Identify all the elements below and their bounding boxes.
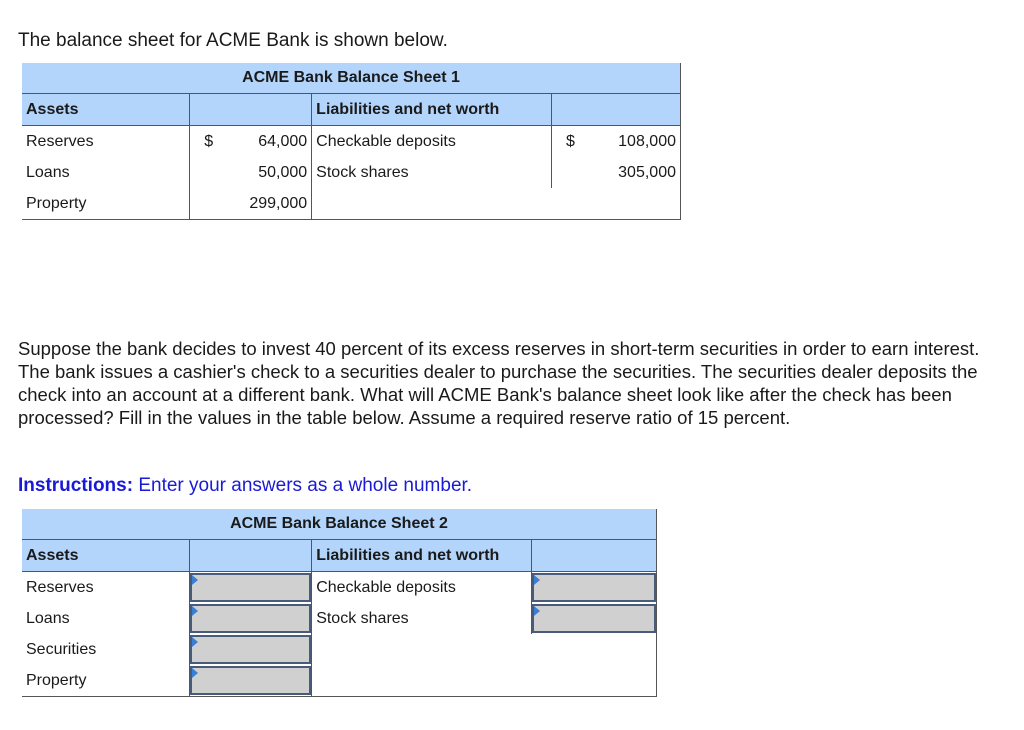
table-row [22, 126, 681, 158]
asset-label: Reserves [26, 132, 94, 150]
asset-label: Reserves [26, 578, 94, 596]
securities-input[interactable] [190, 635, 311, 664]
sheet2-liabilities-header: Liabilities and net worth [312, 540, 532, 572]
asset-label: Property [22, 188, 190, 220]
instructions-label: Instructions: [18, 475, 134, 496]
dollar-sign: $ [190, 126, 226, 158]
sheet2-title: ACME Bank Balance Sheet 2 [22, 509, 657, 540]
liability-value: 305,000 [592, 157, 681, 188]
stock-shares-input[interactable] [532, 604, 656, 633]
sheet1-liabilities-header: Liabilities and net worth [312, 94, 552, 126]
input-marker-icon [192, 575, 198, 585]
table-row [22, 603, 657, 634]
instructions-text: Enter your answers as a whole number. [133, 475, 473, 496]
dollar-sign: $ [566, 132, 575, 150]
table-row [22, 665, 657, 697]
asset-value: 64,000 [226, 126, 312, 158]
table-row [22, 572, 657, 604]
asset-value: 299,000 [226, 188, 312, 220]
asset-label: Property [22, 665, 190, 697]
asset-label: Loans [26, 163, 70, 181]
asset-label: Loans [26, 609, 70, 627]
intro-text: The balance sheet for ACME Bank is shown below. [18, 30, 448, 51]
liability-label: Checkable deposits [312, 126, 552, 158]
sheet1-assets-amount-header [190, 94, 312, 126]
liability-label: Stock shares [316, 609, 409, 627]
balance-sheet-2-table [22, 509, 657, 697]
loans-input[interactable] [190, 604, 311, 633]
asset-value: 50,000 [226, 157, 312, 188]
table-row [22, 157, 681, 188]
sheet1-liabilities-amount-header [552, 94, 681, 126]
input-marker-icon [534, 606, 540, 616]
sheet1-assets-header: Assets [22, 94, 190, 126]
sheet2-assets-amount-header [190, 540, 312, 572]
property-input[interactable] [190, 666, 311, 695]
liability-label: Stock shares [312, 157, 552, 188]
input-marker-icon [534, 575, 540, 585]
checkable-deposits-input[interactable] [532, 573, 656, 602]
sheet2-assets-header: Assets [22, 540, 190, 572]
balance-sheet-1-table [22, 63, 681, 220]
input-marker-icon [192, 637, 198, 647]
input-marker-icon [192, 668, 198, 678]
table-row [22, 634, 657, 665]
liability-value: 108,000 [592, 126, 681, 158]
sheet1-title: ACME Bank Balance Sheet 1 [22, 63, 681, 94]
instructions [18, 475, 472, 497]
reserves-input[interactable] [190, 573, 311, 602]
question-text: Suppose the bank decides to invest 40 percent of its excess reserves in short-term securities in order to earn interest. The bank issues a cashier's check to a securities dealer to purchase the securities. The securities dealer deposits the check into an account at a different bank. What will ACME Bank's balance sheet look like after the check has been processed? Fill in the values in the table below. Assume a required reserve ratio of 15 percent. [18, 338, 980, 428]
input-marker-icon [192, 606, 198, 616]
liability-label: Checkable deposits [316, 578, 456, 596]
table-row [22, 188, 681, 220]
asset-label: Securities [26, 640, 97, 658]
sheet2-liabilities-amount-header [532, 540, 657, 572]
